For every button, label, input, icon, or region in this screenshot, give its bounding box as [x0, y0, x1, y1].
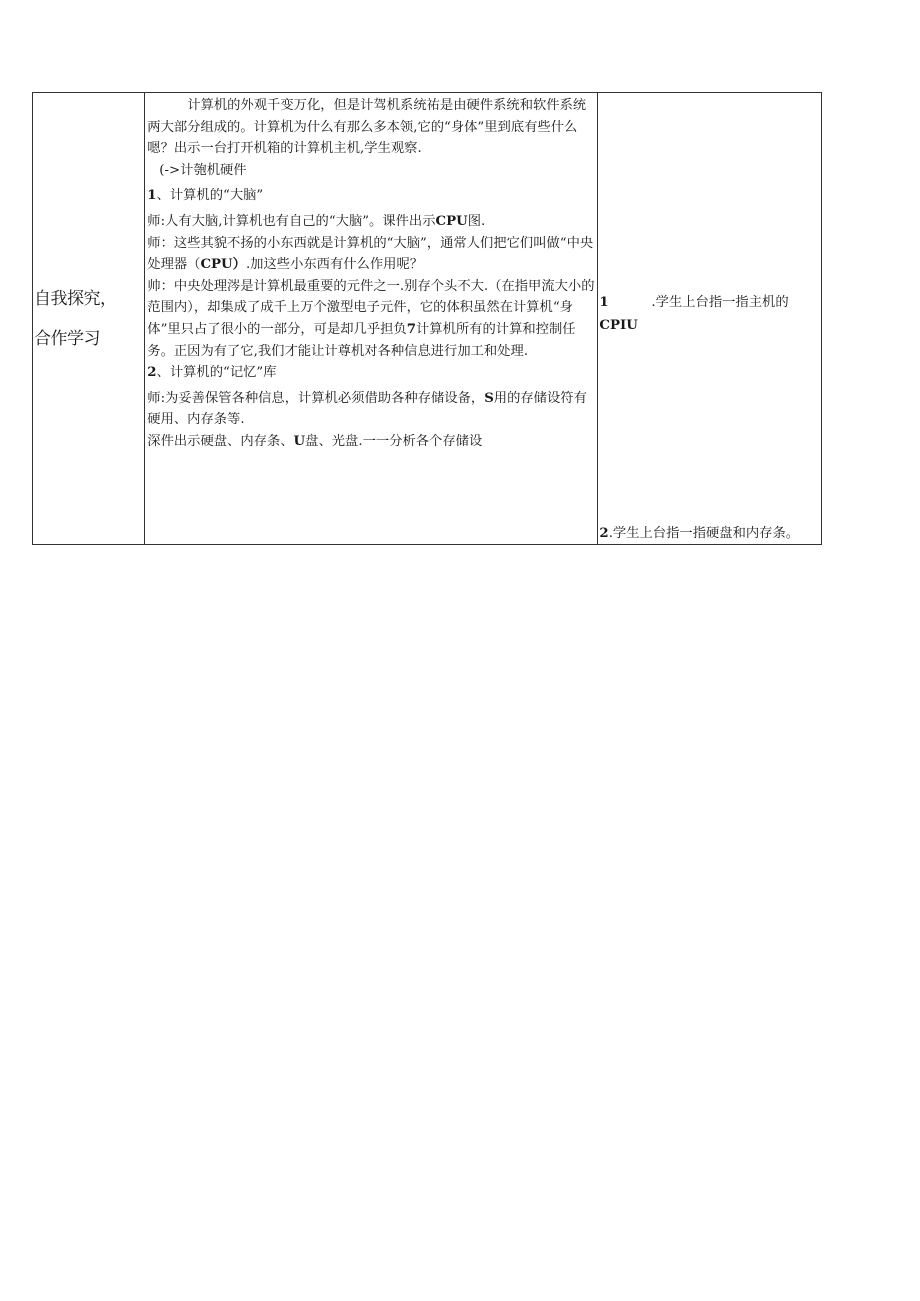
student-step-1-number: 1: [599, 295, 609, 310]
teacher-activity-cell: [145, 93, 598, 545]
student-step-2: [598, 523, 821, 544]
section-heading: (->计匏机硬件: [159, 162, 247, 178]
student-step-2-text: .学生上台指一指硬盘和内存条。: [608, 526, 800, 541]
text-span-bold: CPU）: [200, 257, 246, 273]
text-span-bold: 7: [406, 321, 416, 337]
paragraph-storage-devices: [145, 431, 597, 453]
heading-memory-text: 、计算机的“记忆”库: [156, 365, 277, 381]
text-span: 图.: [467, 213, 486, 229]
text-span: 深件出示硬盘、内存条、: [147, 433, 294, 449]
heading-brain: [145, 185, 597, 207]
heading-memory-number: 2: [147, 365, 157, 381]
text-span: 盘、光盘.一一分析各个存储设: [305, 433, 483, 449]
heading-memory: [145, 362, 597, 384]
heading-brain-text: 、计算机的“大脑”: [156, 188, 264, 204]
heading-brain-number: 1: [147, 188, 157, 204]
text-span: 用的存储设符有硬用、内存条等.: [147, 390, 587, 428]
text-span-bold: U: [293, 433, 306, 449]
table-row: [33, 93, 822, 545]
text-span: 师:为妥善保管各种信息，计算机必须借助各种存储设备，: [147, 390, 485, 406]
text-span: 师:人有大脑,计算机也有自己的“大脑”。课件出示: [147, 213, 436, 229]
student-activity-cell: [598, 93, 822, 545]
paragraph-cpu-name: [145, 233, 597, 276]
student-step-1: [598, 291, 821, 337]
text-span: .加这些小东西有什么作用呢？: [245, 257, 424, 273]
paragraph-storage: [145, 388, 597, 431]
text-span-bold: S: [484, 390, 494, 406]
stage-label-line1: 自我探究，: [34, 288, 117, 309]
stage-label: [33, 279, 144, 359]
lesson-plan-table: [32, 92, 822, 545]
paragraph-cpu-role: [145, 276, 597, 362]
stage-cell: [33, 93, 145, 545]
paragraph-cpu-image: [145, 211, 597, 233]
text-span-bold: CPU: [435, 213, 468, 229]
intro-paragraph: 计算机的外观千变万化，但是计驾机系统祐是由硬件系统和软件系统两大部分组成的。计算机为什么有那么多本领,它的“身体”里到底有些什么嗯？出示一台打开机箱的计算机主机,学生观察.: [147, 98, 587, 157]
text-span: 帅：中央处理涔是计算机最重要的元件之一.别存个头不大.（在指甲流大小的范围内），却集成了成千上万个激型电子元件，它的体积虽然在计算机“身体”里只占了很小的一部分，可是却几乎担负: [147, 278, 595, 337]
stage-label-line2: 合作学习: [34, 328, 100, 349]
text-span: 师：这些其貌不扬的小东西就是计算机的“大脑”，通常人们把它们叫做“中央处理器（: [147, 235, 594, 273]
student-step-1-cpu: CPIU: [599, 318, 638, 333]
student-step-1-text: .学生上台指一指主机的: [651, 295, 789, 310]
text-span: 计算机所有的计算和控制任务。正因为有了它,我们才能让计尊机对各种信息进行加工和处理.: [147, 321, 576, 359]
student-step-2-number: 2: [599, 526, 609, 541]
